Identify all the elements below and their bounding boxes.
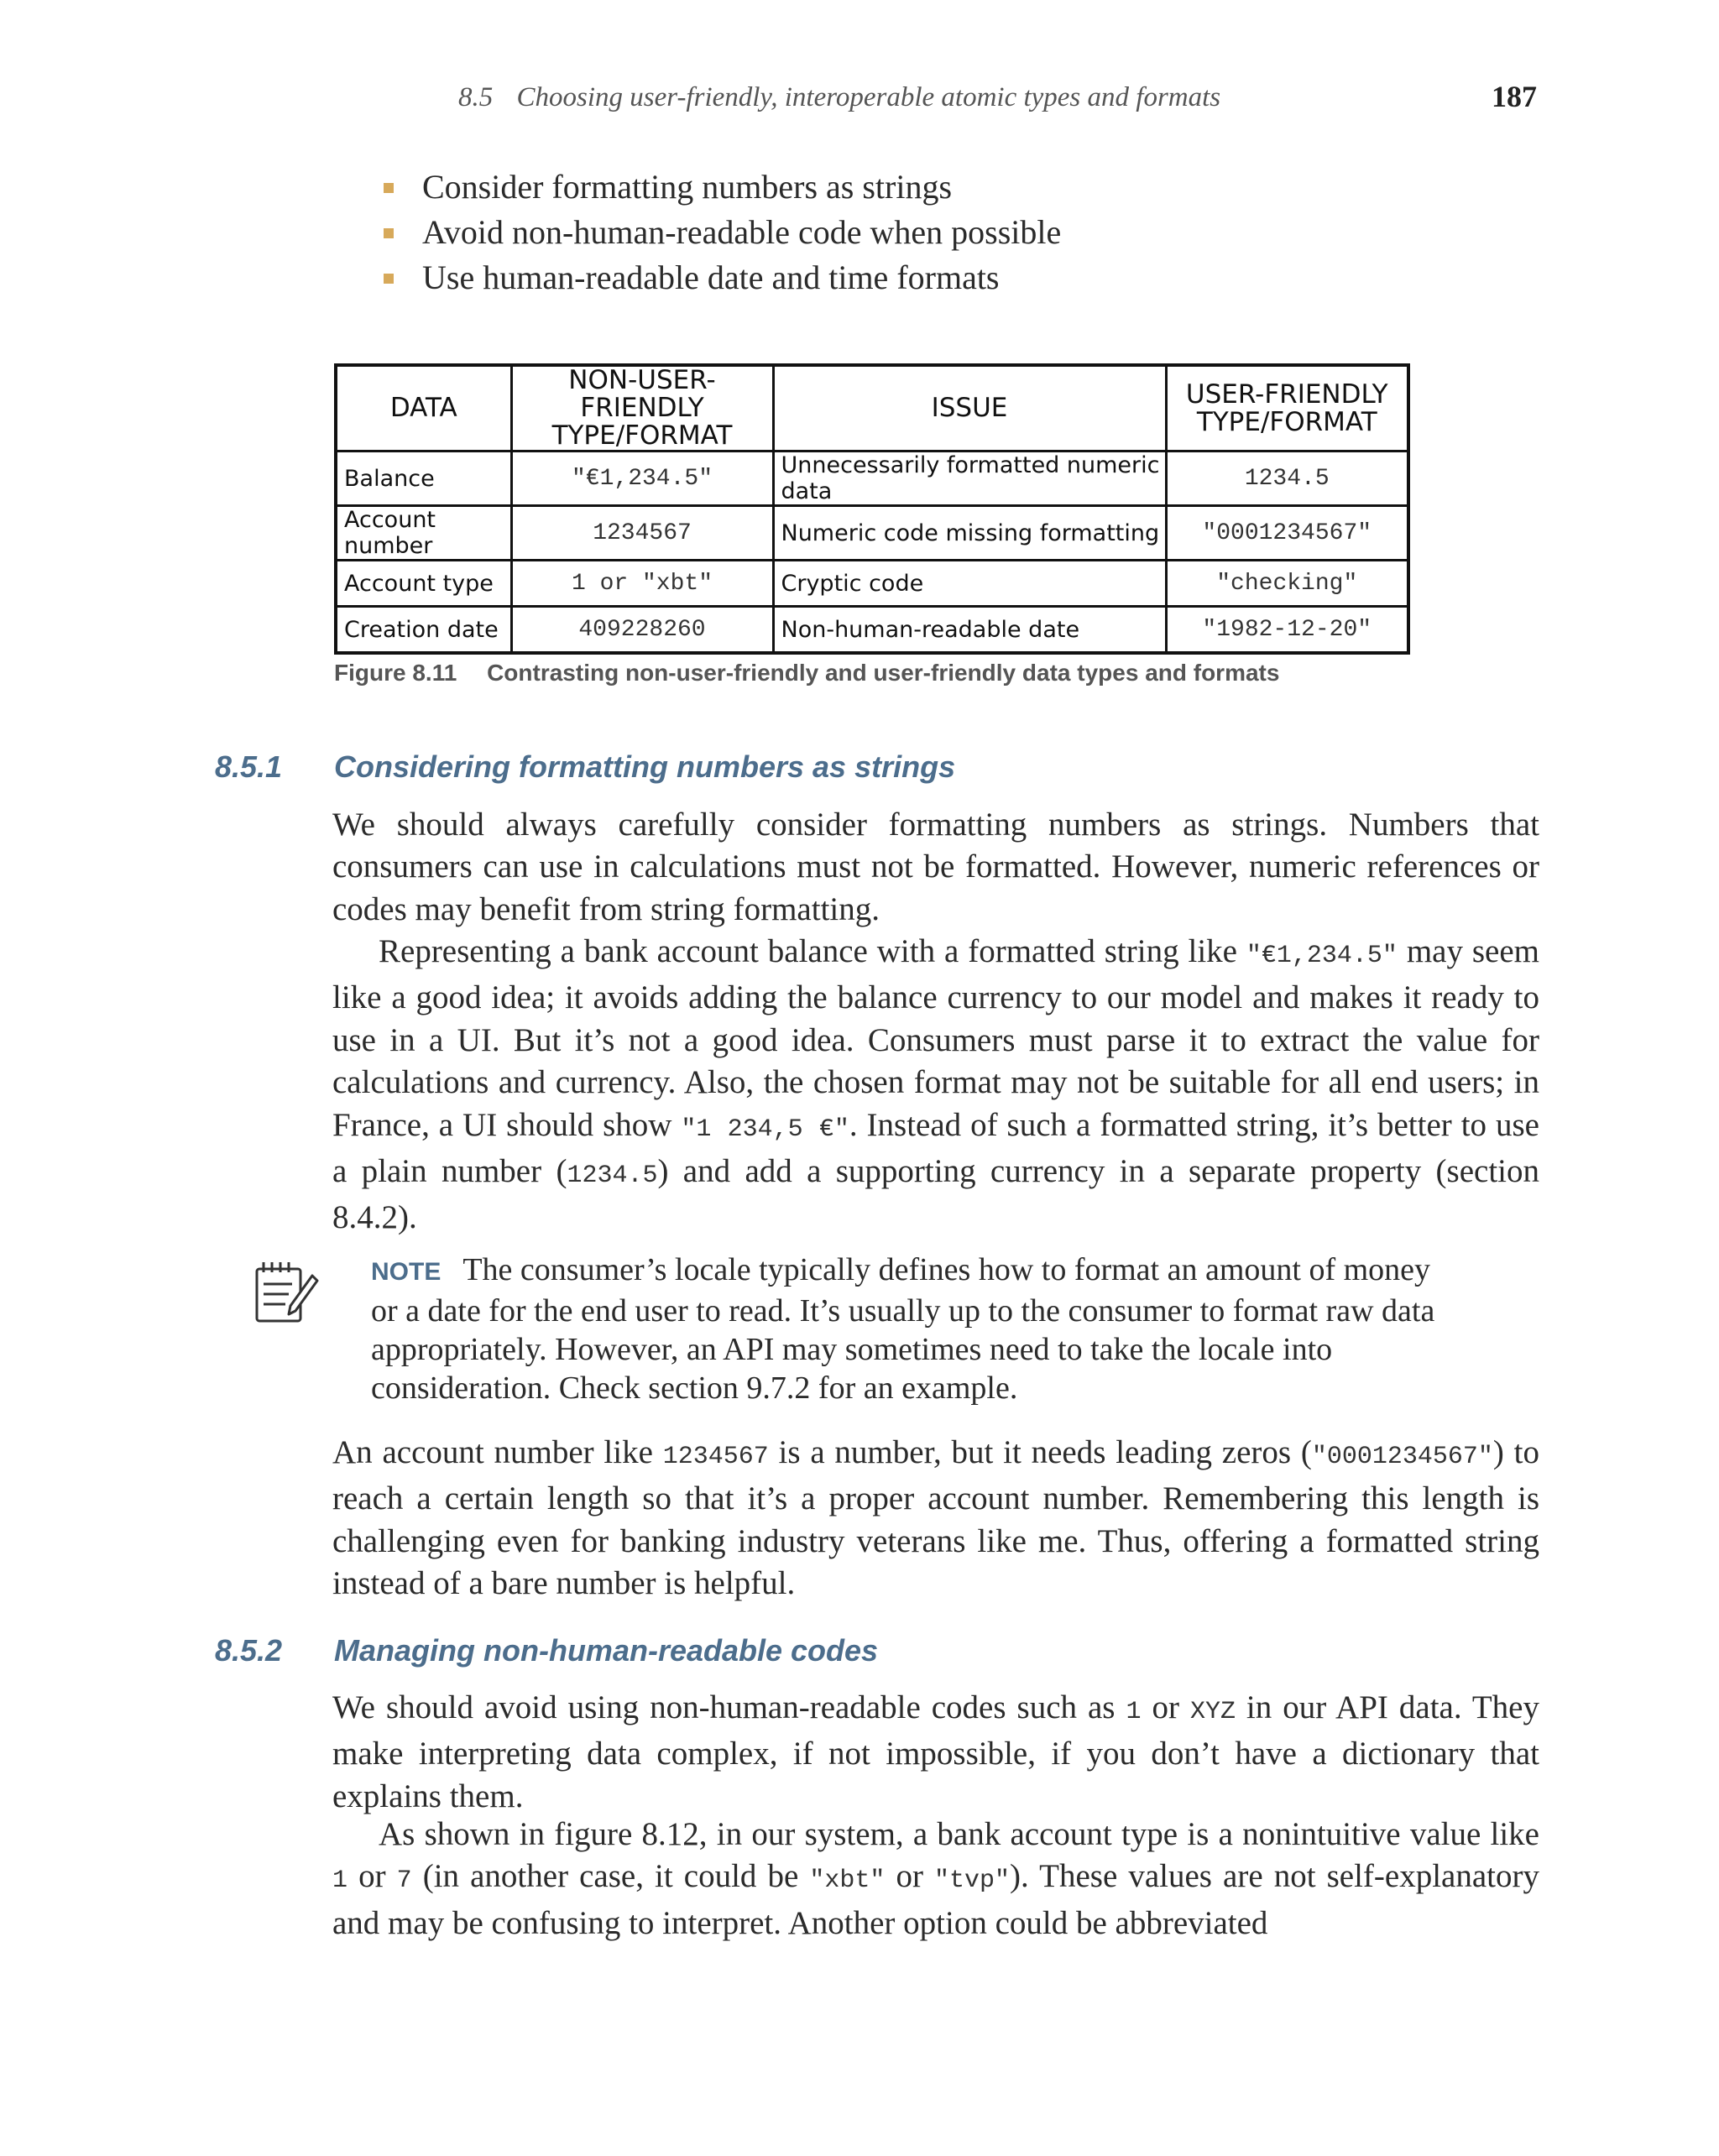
inline-code: 1 — [1126, 1698, 1142, 1726]
column-header-user-friendly: USER-FRIENDLY TYPE/FORMAT — [1166, 365, 1408, 452]
cell-data: Balance — [336, 452, 511, 506]
page-number: 187 — [1492, 80, 1537, 113]
cell-user-friendly: "0001234567" — [1166, 506, 1408, 561]
paragraph-text: is a number, but it needs leading zeros ( — [768, 1434, 1312, 1470]
note-text: The consumer’s locale typically defines how to format an amount of money or a date for the end user to read. It’s usually up to the consumer to format raw data appropriately. However, an API may sometimes need to take the locale into consideration. Check section 9.7.2 for an example. — [371, 1252, 1435, 1406]
paragraph-text: (in another case, it could be — [411, 1858, 810, 1895]
table-header-row — [336, 365, 1408, 452]
note-box — [371, 1250, 1462, 1407]
inline-code: 1 — [332, 1866, 348, 1896]
cell-user-friendly: "checking" — [1166, 561, 1408, 607]
cell-data: Account type — [336, 561, 511, 607]
paragraph — [332, 804, 1539, 931]
cell-non-user-friendly: "€1,234.5" — [511, 452, 773, 506]
paragraph — [332, 1814, 1539, 1945]
figure-number: Figure 8.11 — [334, 660, 457, 686]
figure-8-11-table — [334, 363, 1410, 655]
cell-data: Creation date — [336, 607, 511, 654]
section-heading-8-5-1 — [215, 749, 955, 785]
inline-code: "tvp" — [934, 1866, 1011, 1896]
note-label: NOTE — [371, 1258, 442, 1286]
cell-issue: Cryptic code — [773, 561, 1166, 607]
cell-non-user-friendly: 1 or "xbt" — [511, 561, 773, 607]
paragraph-text: An account number like — [332, 1434, 663, 1470]
paragraph-text: or — [347, 1858, 397, 1895]
section-heading-8-5-2 — [215, 1633, 878, 1668]
inline-code: "xbt" — [809, 1866, 886, 1896]
cell-non-user-friendly: 409228260 — [511, 607, 773, 654]
cell-data: Account number — [336, 506, 511, 561]
paragraph-text: ). These values are not self-explanatory and may be confusing to interpret. Another option could be abbreviated — [332, 1858, 1539, 1941]
paragraph — [332, 931, 1539, 1240]
table-row — [336, 561, 1408, 607]
column-header-non-user-friendly: NON-USER-FRIENDLY TYPE/FORMAT — [511, 365, 773, 452]
table-row — [336, 452, 1408, 506]
inline-code: "0001234567" — [1311, 1443, 1493, 1471]
cell-issue: Unnecessarily formatted numeric data — [773, 452, 1166, 506]
notepad-pencil-icon — [253, 1259, 321, 1326]
inline-code: "€1,234.5" — [1246, 942, 1398, 970]
cell-issue: Non-human-readable date — [773, 607, 1166, 654]
paragraph-text: . Instead of such a formatted string, it’s better to use a plain number ( — [332, 1106, 1539, 1190]
section-number: 8.5.1 — [215, 749, 283, 784]
section-title: Considering formatting numbers as strings — [334, 749, 956, 784]
paragraph-text: or — [885, 1858, 935, 1895]
guideline-list — [382, 164, 1061, 300]
paragraph-text: As shown in figure 8.12, in our system, a bank account type is a nonintuitive value like — [379, 1816, 1539, 1852]
inline-code: 7 — [396, 1866, 412, 1896]
paragraph-text: may seem like a good idea; it avoids adding the balance currency to our model and makes it ready to use in a UI. But it’s not a good idea. Consumers must parse it to extract the value for calculations and currency. Also, the chosen format may not be suitable for all end users; in France, a UI should show — [332, 933, 1539, 1143]
paragraph-text: We should always carefully consider formatting numbers as strings. Numbers that consumers can use in calculations must not be formatted. However, numeric references or codes may benefit from string formatting. — [332, 807, 1539, 927]
paragraph-text: or — [1141, 1689, 1190, 1725]
paragraph-text: in our API data. They make interpreting data complex, if not impossible, if you don’t have a dictionary that explains them. — [332, 1689, 1539, 1814]
section-title: Managing non-human-readable codes — [334, 1633, 879, 1668]
cell-user-friendly: "1982-12-20" — [1166, 607, 1408, 654]
figure-caption — [334, 660, 1279, 686]
paragraph — [332, 1432, 1539, 1605]
inline-code: 1234.5 — [567, 1162, 658, 1191]
header-section-title: Choosing user-friendly, interoperable atomic types and formats — [516, 82, 1221, 112]
section-number: 8.5.2 — [215, 1633, 283, 1668]
figure-caption-text: Contrasting non-user-friendly and user-friendly data types and formats — [487, 660, 1280, 686]
paragraph-text: Representing a bank account balance with a formatted string like — [379, 933, 1246, 969]
inline-code: "1 234,5 €" — [681, 1115, 849, 1144]
paragraph-text: ) and add a supporting currency in a separate property (section 8.4.2). — [332, 1153, 1539, 1236]
paragraph-text: ) to reach a certain length so that it’s a proper account number. Remembering this length is challenging even for banking industry veterans like me. Thus, offering a formatted string instead of a bare number is helpful. — [332, 1434, 1540, 1602]
header-section-number: 8.5 — [458, 82, 494, 112]
list-item: Avoid non-human-readable code when possible — [382, 210, 1061, 255]
cell-non-user-friendly: 1234567 — [511, 506, 773, 561]
paragraph-text: We should avoid using non-human-readable codes such as — [332, 1689, 1126, 1725]
running-header — [458, 82, 1220, 113]
table-row — [336, 607, 1408, 654]
inline-code: XYZ — [1189, 1698, 1236, 1726]
cell-issue: Numeric code missing formatting — [773, 506, 1166, 561]
list-item: Consider formatting numbers as strings — [382, 164, 1061, 210]
column-header-data: DATA — [336, 365, 511, 452]
inline-code: 1234567 — [662, 1443, 769, 1471]
list-item: Use human-readable date and time formats — [382, 255, 1061, 300]
table-row — [336, 506, 1408, 561]
paragraph — [332, 1687, 1539, 1818]
cell-user-friendly: 1234.5 — [1166, 452, 1408, 506]
column-header-issue: ISSUE — [773, 365, 1166, 452]
